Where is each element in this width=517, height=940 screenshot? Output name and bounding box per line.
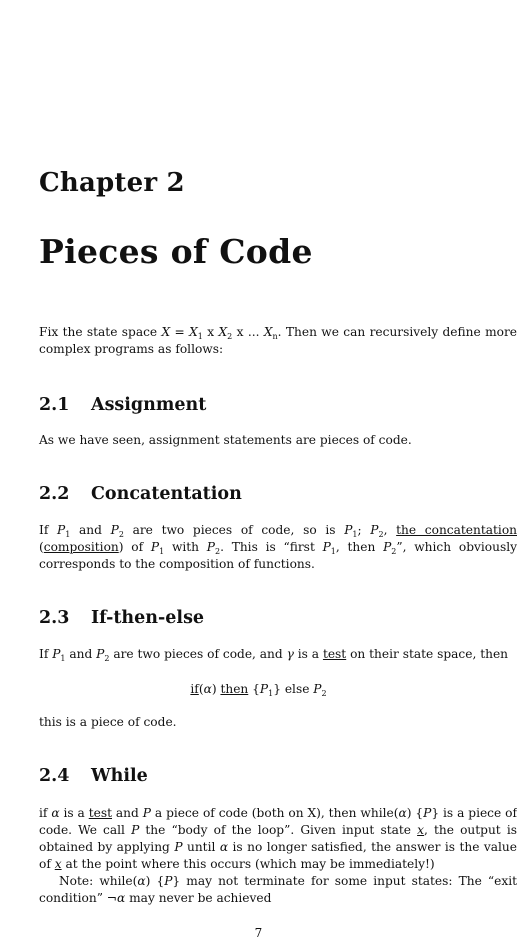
section-number: 2.3	[39, 608, 70, 628]
display-formula	[0, 681, 517, 698]
page-number: 7	[254, 926, 263, 940]
section-2-3-paragraph	[39, 646, 517, 663]
section-2-2-paragraph	[39, 522, 517, 573]
section-heading-2-1	[39, 395, 517, 415]
chapter-title: Pieces of Code	[39, 232, 313, 271]
section-number: 2.4	[39, 766, 70, 786]
note-text: Note: while(α) {P} may not terminate for some input states: The “exit condition” ¬α may never be achieved	[39, 874, 517, 905]
paragraph-text: If $P_1$ and $P_2$ are two pieces of code, and γ is a test on their state space, then	[39, 647, 509, 663]
paragraph-text: As we have seen, assignment statements are pieces of code.	[39, 433, 412, 447]
paragraph-text: this is a piece of code.	[39, 715, 177, 729]
section-heading-2-2	[39, 484, 517, 504]
section-2-3-after	[39, 714, 517, 731]
intro-paragraph	[39, 324, 517, 358]
paragraph-text: If $P_1$ and $P_2$ are two pieces of code, so is $P_1$; $P_2$, the concatentation (composition) of $P_1$ with $P_2$. This is “first $P_1$, then $P_2$”, which obviously corresponds to the composition of functions.	[39, 523, 517, 571]
section-2-4-note	[39, 873, 517, 907]
section-number: 2.2	[39, 484, 70, 504]
section-number: 2.1	[39, 395, 70, 415]
section-title: While	[91, 766, 148, 786]
section-title: If-then-else	[91, 608, 205, 628]
section-2-1-paragraph	[39, 432, 517, 449]
section-heading-2-4	[39, 766, 517, 786]
section-heading-2-3	[39, 608, 517, 628]
section-title: Concatentation	[91, 484, 242, 504]
formula-text: if(α) then $\{P_1\}$ else $P_2$	[190, 682, 327, 698]
paragraph-text: if α is a test and P a piece of code (both on X), then while(α) {P} is a piece of code. We call P the “body of the loop”. Given input state x, the output is obtained by applying P until α is no longer satisfied, the answer is the value of x at the point where this occurs (which may be immediately!)	[39, 806, 517, 871]
section-title: Assignment	[91, 395, 207, 415]
chapter-label: Chapter 2	[39, 168, 185, 198]
intro-text: Fix the state space $X = X_1$ x $X_2$ x ... $X_n$. Then we can recursively define more complex programs as follows:	[39, 325, 517, 356]
section-2-4-paragraph	[39, 805, 517, 873]
